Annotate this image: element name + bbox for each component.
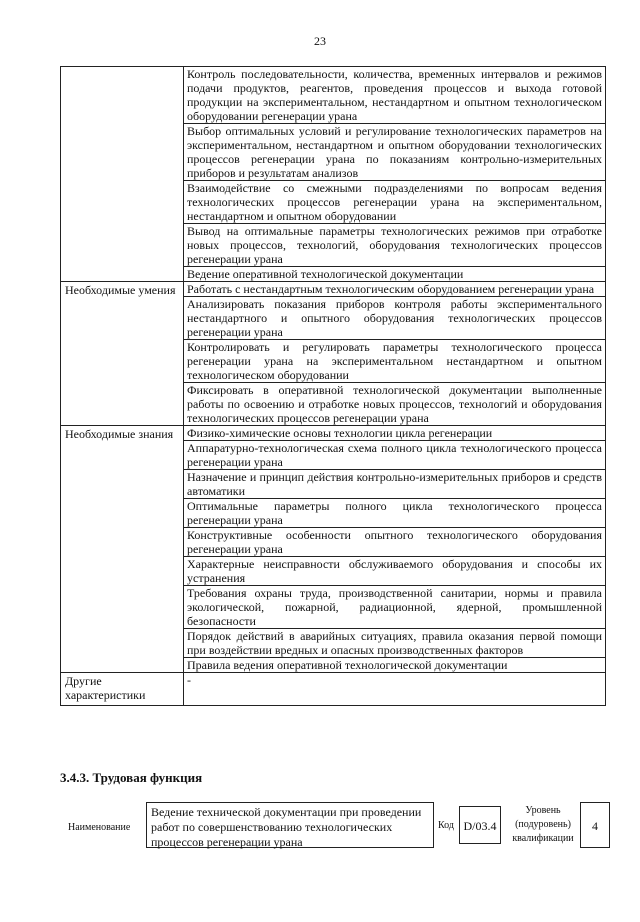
knowledge-item: Оптимальные параметры полного цикла технологического процесса регенерации урана — [184, 499, 606, 528]
skill-item: Фиксировать в оперативной технологической документации выполненные работы по освоению и отработке новых процессов, технологий и оборудования технологических процессов регенерации урана — [184, 383, 606, 426]
task-item: Контроль последовательности, количества, временных интервалов и режимов подачи продуктов, реагентов, проведения процессов и выхода готовой продукции на экспериментальном, нестандартном и опытном технологическом оборудовании регенерации урана — [184, 67, 606, 124]
name-label: Наименование — [68, 822, 131, 833]
empty-label-cell — [61, 67, 184, 282]
knowledge-item: Требования охраны труда, производственной санитарии, нормы и правила экологической, пожарной, радиационной, ядерной, промышленной безопасности — [184, 586, 606, 629]
other-characteristics-value: - — [184, 673, 606, 706]
qualification-level-label — [508, 804, 578, 846]
table-row — [61, 282, 606, 297]
knowledge-item: Назначение и принцип действия контрольно-измерительных приборов и средств автоматики — [184, 470, 606, 499]
knowledge-item: Правила ведения оперативной технологической документации — [184, 658, 606, 673]
table-row — [61, 67, 606, 124]
task-item: Вывод на оптимальные параметры технологических режимов при отработке новых процессов, технологий, оборудования технологических процессов регенерации урана — [184, 224, 606, 267]
level-label-line-2: (подуровень) — [515, 819, 571, 830]
skill-item: Контролировать и регулировать параметры технологического процесса регенерации урана на экспериментальном нестандартном и опытном технологическом оборудовании — [184, 340, 606, 383]
other-characteristics-label: Другие характеристики — [61, 673, 184, 706]
level-label-line-3: квалификации — [512, 833, 574, 844]
skills-label: Необходимые умения — [61, 282, 184, 426]
knowledge-item: Конструктивные особенности опытного технологического оборудования регенерации урана — [184, 528, 606, 557]
table-row — [61, 673, 606, 706]
level-label-line-1: Уровень — [525, 805, 561, 816]
page-number: 23 — [314, 34, 326, 48]
task-item: Ведение оперативной технологической документации — [184, 267, 606, 282]
function-code-value: D/03.4 — [459, 806, 501, 844]
skill-item: Анализировать показания приборов контроля работы экспериментального нестандартного и опытного оборудования технологических процессов регенерации урана — [184, 297, 606, 340]
section-heading: 3.4.3. Трудовая функция — [60, 770, 203, 785]
labor-function-row — [60, 802, 620, 852]
knowledge-label: Необходимые знания — [61, 426, 184, 673]
knowledge-item: Аппаратурно-технологическая схема полного цикла технологического процесса регенерации урана — [184, 441, 606, 470]
function-name-value: Ведение технической документации при проведении работ по совершенствованию технологических процессов регенерации урана — [146, 802, 434, 848]
qualification-level-value: 4 — [580, 802, 610, 848]
knowledge-item: Физико-химические основы технологии цикла регенерации — [184, 426, 606, 441]
task-item: Взаимодействие со смежными подразделениями по вопросам ведения технологических процессов регенерации урана на экспериментальном, нестандартном и опытном оборудовании — [184, 181, 606, 224]
task-item: Выбор оптимальных условий и регулирование технологических параметров на экспериментальном, нестандартном и опытном оборудовании технологических процессов регенерации урана по показаниям контрольно-измерительных приборов и результатам анализов — [184, 124, 606, 181]
code-label: Код — [438, 820, 454, 831]
knowledge-item: Порядок действий в аварийных ситуациях, правила оказания первой помощи при воздействии вредных и опасных производственных факторов — [184, 629, 606, 658]
skill-item: Работать с нестандартным технологическим оборудованием регенерации урана — [184, 282, 606, 297]
knowledge-item: Характерные неисправности обслуживаемого оборудования и способы их устранения — [184, 557, 606, 586]
table-row — [61, 426, 606, 441]
competency-table — [60, 66, 606, 706]
